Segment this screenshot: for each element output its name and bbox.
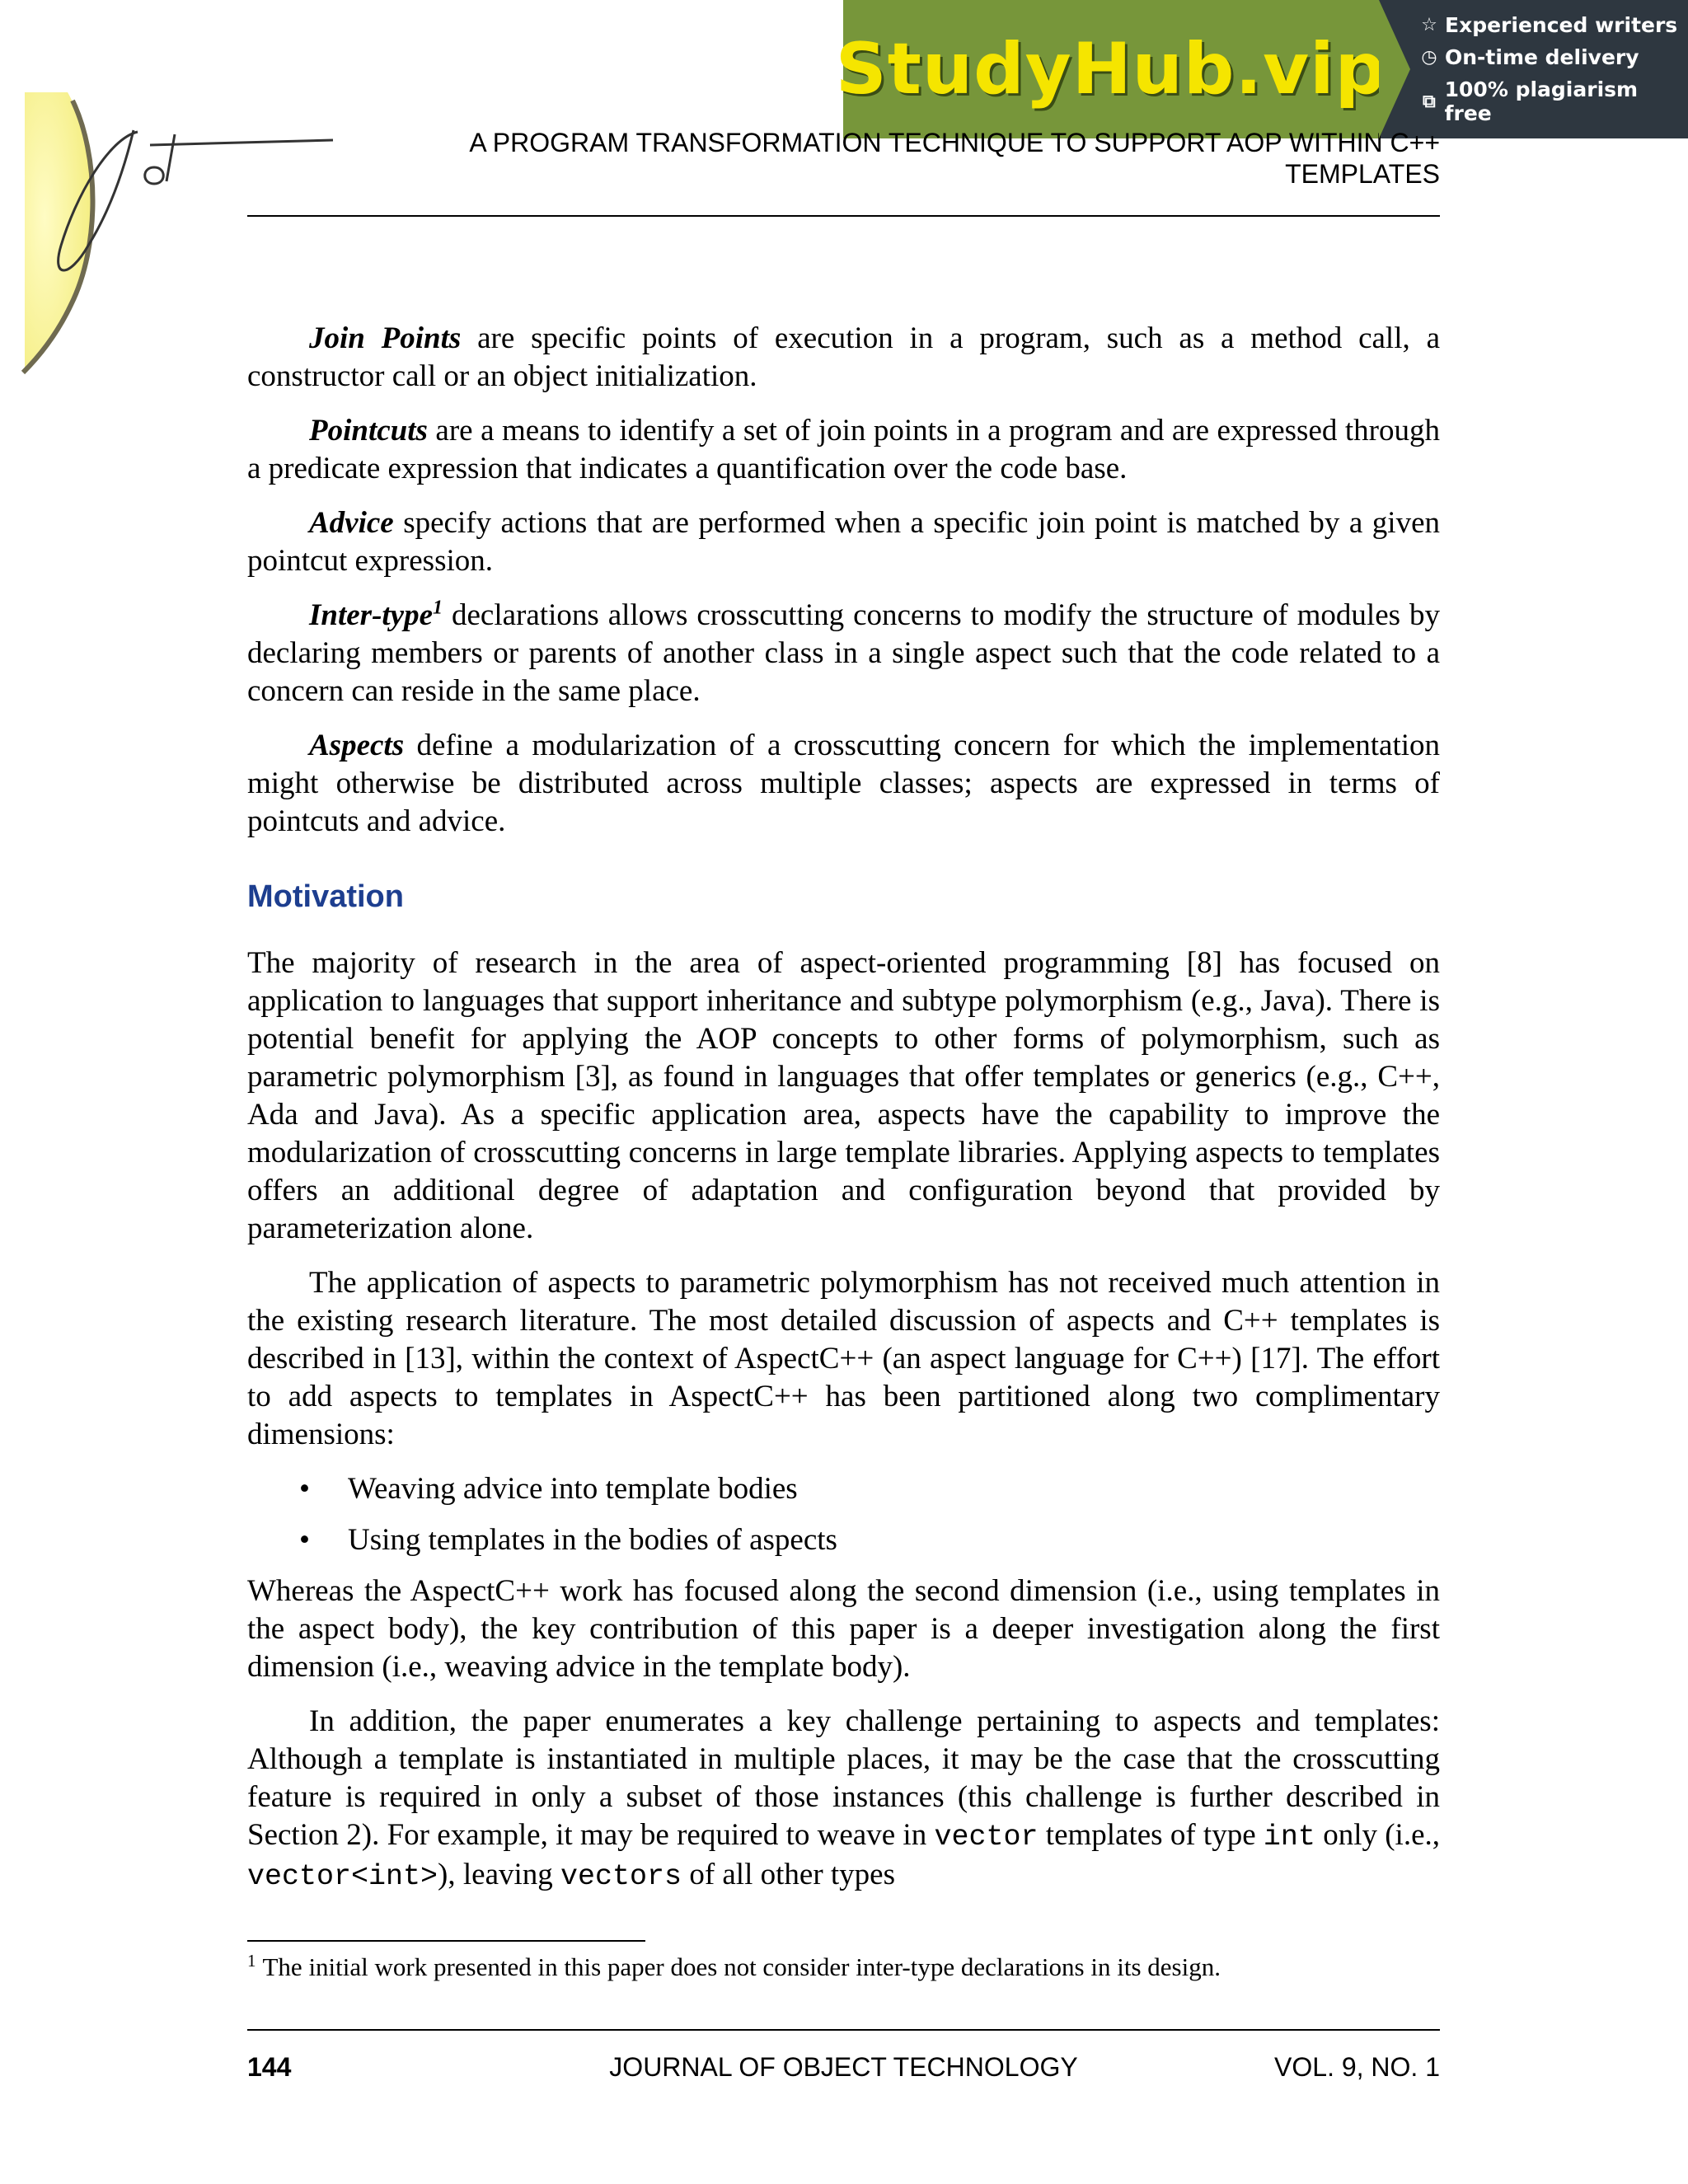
- footnote-rule: [247, 1940, 645, 1942]
- banner-arrow: [1379, 0, 1410, 138]
- clock-icon: ◷: [1421, 47, 1437, 68]
- studyhub-banner[interactable]: [835, 0, 1688, 138]
- definition-text: specify actions that are performed when a specific join point is matched by a given pointcut expression.: [247, 506, 1440, 578]
- term: Advice: [309, 506, 394, 540]
- feature-label: On-time delivery: [1445, 45, 1639, 69]
- footnote-number: 1: [247, 1950, 256, 1971]
- definition-inter-type: [247, 597, 1440, 710]
- definition-text: are specific points of execution in a program, such as a method call, a constructor call or an object initialization.: [247, 321, 1440, 393]
- banner-features: [1379, 0, 1688, 138]
- banner-feature: [1420, 77, 1688, 125]
- term: Pointcuts: [309, 414, 428, 448]
- banner-feature: [1420, 45, 1688, 69]
- list-item-text: Weaving advice into template bodies: [348, 1472, 798, 1506]
- list-item: [247, 1521, 1440, 1559]
- header-line-1: A PROGRAM TRANSFORMATION TECHNIQUE TO SUPPORT AOP WITHIN C++: [469, 128, 1440, 157]
- definition-text: are a means to identify a set of join points in a program and are expressed through a predicate expression that indicates a quantification over the code base.: [247, 414, 1440, 485]
- term: Inter-type: [309, 598, 434, 632]
- header-line-2: TEMPLATES: [1285, 159, 1440, 189]
- list-item-text: Using templates in the bodies of aspects: [348, 1523, 837, 1557]
- footnote-ref: 1: [433, 597, 443, 619]
- star-icon: ☆: [1421, 15, 1437, 35]
- term: Join Points: [309, 321, 462, 355]
- paragraph: The application of aspects to parametric polymorphism has not received much attention in the existing research literature. The most detailed discussion of aspects and C++ templates is described in [13], within the context of AspectC++ (an aspect language for C++) [17]. The effort to add aspects to templates in AspectC++ has been partitioned along two complimentary dimensions:: [247, 1266, 1440, 1451]
- page-footer: [247, 2052, 1440, 2083]
- journal-name: JOURNAL OF OBJECT TECHNOLOGY: [609, 2052, 1078, 2082]
- section-title: Motivation: [247, 879, 404, 914]
- paragraph: The majority of research in the area of aspect-oriented programming [8] has focused on application to languages that support inheritance and subtype polymorphism (e.g., Java). There is potential benefit for applying the AOP concepts to other forms of polymorphism, such as parametric polymorphism [3], as found in languages that offer templates or generics (e.g., C++, Ada and Java). As a specific application area, aspects have the capability to improve the modularization of crosscutting concerns in large template libraries. Applying aspects to templates offers an additional degree of adaptation and configuration beyond that provided by parameterization alone.: [247, 946, 1440, 1245]
- page-body: [247, 320, 1440, 1912]
- list-item: [247, 1470, 1440, 1508]
- paragraph: Whereas the AspectC++ work has focused along the second dimension (i.e., using templates in the aspect body), the key contribution of this paper is a deeper investigation along the first dimension (i.e., weaving advice in the template body).: [247, 1574, 1440, 1684]
- running-header: [247, 127, 1440, 190]
- banner-brand[interactable]: [835, 0, 1387, 138]
- code-vector-int: vector<int>: [247, 1860, 438, 1893]
- copy-icon: ⧉: [1422, 91, 1436, 112]
- term: Aspects: [309, 729, 405, 762]
- page-number: 144: [247, 2052, 292, 2082]
- banner-brand-text: StudyHub.vip: [835, 28, 1387, 110]
- text-run: only (i.e.,: [1315, 1818, 1441, 1852]
- text-run: In addition, the paper enumerates a key challenge pertaining to aspects and templates: Although a template is instantiated in multiple places, it may be the case that the crosscutting feature is required in only a subset of those instances (this challenge is further described in Section 2). For example, it may be required to weave in: [247, 1704, 1440, 1852]
- bullet-icon: •: [299, 1523, 310, 1557]
- text-run: templates of type: [1038, 1818, 1264, 1852]
- feature-label: 100% plagiarism free: [1444, 77, 1639, 125]
- text-run: of all other types: [682, 1858, 895, 1891]
- definition-aspects: [247, 727, 1440, 841]
- paragraph: [247, 1703, 1440, 1896]
- code-int: int: [1263, 1821, 1315, 1854]
- footnote: [247, 1952, 1440, 1983]
- definition-text: define a modularization of a crosscutting concern for which the implementation might otherwise be distributed across multiple classes; aspects are expressed in terms of pointcuts and advice.: [247, 729, 1440, 838]
- definition-text: declarations allows crosscutting concerns to modify the structure of modules by declaring members or parents of another class in a single aspect such that the code related to a concern can reside in the same place.: [247, 598, 1440, 708]
- bullet-icon: •: [299, 1472, 310, 1506]
- text-run: ), leaving: [438, 1858, 561, 1891]
- code-vector: vector: [934, 1821, 1039, 1854]
- feature-label: Experienced writers: [1445, 13, 1678, 37]
- volume-number: VOL. 9, NO. 1: [1274, 2052, 1440, 2082]
- definition-pointcuts: [247, 412, 1440, 488]
- banner-feature: [1420, 13, 1688, 37]
- definition-advice: [247, 504, 1440, 580]
- header-rule: [247, 215, 1440, 217]
- footnote-text: The initial work presented in this paper does not consider inter-type declarations in its design.: [262, 1952, 1221, 1981]
- code-vectors: vectors: [560, 1860, 682, 1893]
- bullet-list: [247, 1470, 1440, 1559]
- definition-join-points: [247, 320, 1440, 396]
- footer-rule: [247, 2029, 1440, 2031]
